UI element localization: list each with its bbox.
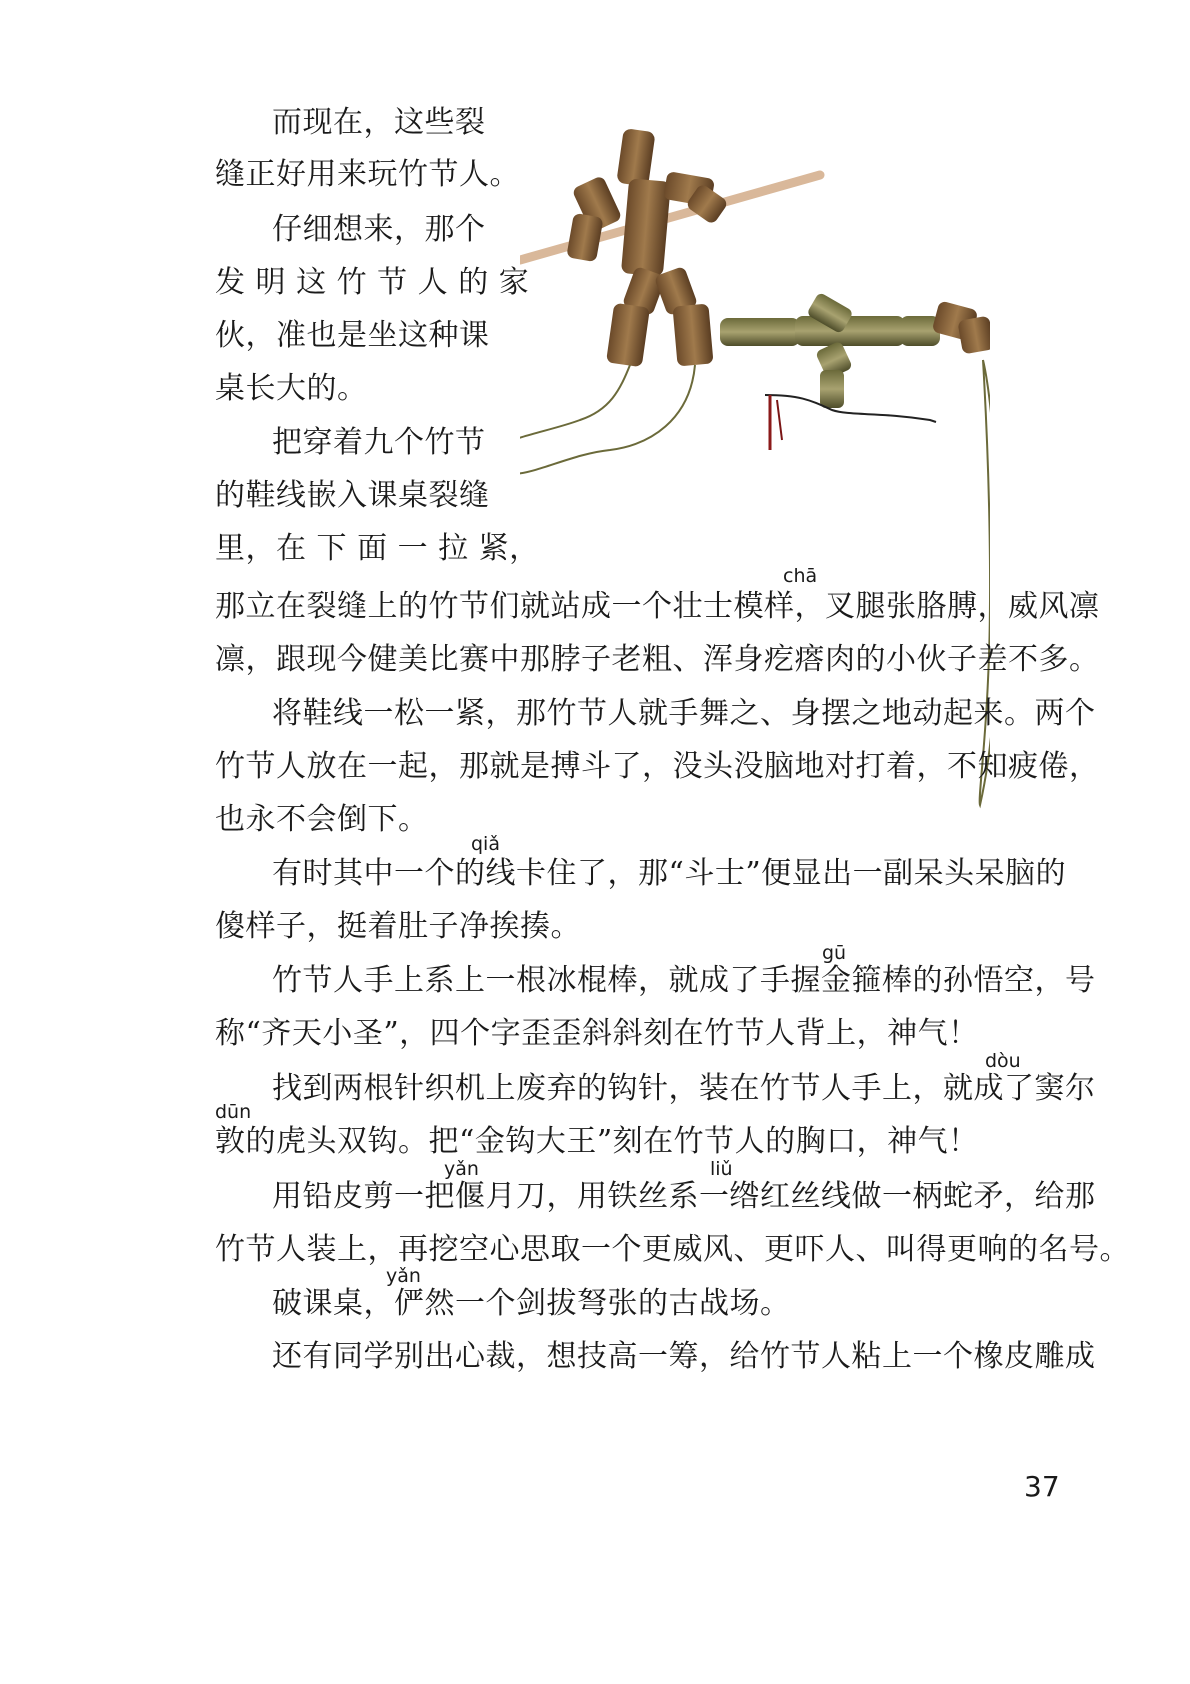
text-line: 而现在，这些裂 xyxy=(272,105,486,140)
text-line: 傻样子，挺着肚子净挨揍。 xyxy=(215,909,581,944)
pinyin-annotation: liǔ xyxy=(710,1158,733,1180)
text-line: 破课桌，俨然一个剑拔弩张的古战场。 xyxy=(272,1286,791,1321)
text-line: 里，在 下 面 一 拉 紧， xyxy=(215,531,540,566)
text-line: 竹节人装上，再挖空心思取一个更威风、更吓人、叫得更响的名号。 xyxy=(215,1232,1130,1267)
text-line: 有时其中一个的线卡住了，那“斗士”便显出一副呆头呆脑的 xyxy=(272,856,1067,891)
page-number: 37 xyxy=(1024,1470,1060,1503)
text-line: 称“齐天小圣”，四个字歪歪斜斜刻在竹节人背上，神气！ xyxy=(215,1016,979,1051)
text-line: 那立在裂缝上的竹节们就站成一个壮士模样，叉腿张胳膊，威风凛 xyxy=(215,589,1100,624)
pinyin-annotation: chā xyxy=(783,565,818,587)
text-line: 用铅皮剪一把偃月刀，用铁丝系一绺红丝线做一柄蛇矛，给那 xyxy=(272,1179,1096,1214)
pinyin-annotation: dūn xyxy=(215,1101,252,1123)
pinyin-annotation: qiǎ xyxy=(471,833,500,855)
text-line: 竹节人放在一起，那就是搏斗了，没头没脑地对打着，不知疲倦， xyxy=(215,749,1100,784)
pinyin-annotation: yǎn xyxy=(444,1158,479,1180)
text-line: 把穿着九个竹节 xyxy=(272,425,486,460)
text-line: 竹节人手上系上一根冰棍棒，就成了手握金箍棒的孙悟空，号 xyxy=(272,963,1096,998)
text-line: 伙，准也是坐这种课 xyxy=(215,318,490,353)
text-line: 桌长大的。 xyxy=(215,371,368,406)
pinyin-annotation: dòu xyxy=(985,1050,1021,1072)
text-line: 还有同学别出心裁，想技高一筹，给竹节人粘上一个橡皮雕成 xyxy=(272,1339,1096,1374)
pinyin-annotation: gū xyxy=(822,942,847,964)
pinyin-annotation: yǎn xyxy=(386,1265,421,1287)
text-line: 发 明 这 竹 节 人 的 家 xyxy=(215,265,530,300)
text-line: 也永不会倒下。 xyxy=(215,802,429,837)
text-line: 凛，跟现今健美比赛中那脖子老粗、浑身疙瘩肉的小伙子差不多。 xyxy=(215,642,1100,677)
text-line: 缝正好用来玩竹节人。 xyxy=(215,157,520,192)
text-line: 的鞋线嵌入课桌裂缝 xyxy=(215,478,490,513)
text-line: 仔细想来，那个 xyxy=(272,212,486,247)
text-line: 敦的虎头双钩。把“金钩大王”刻在竹节人的胸口，神气！ xyxy=(215,1124,979,1159)
text-line: 将鞋线一松一紧，那竹节人就手舞之、身摆之地动起来。两个 xyxy=(272,696,1096,731)
text-line: 找到两根针织机上废弃的钩针，装在竹节人手上，就成了窦尔 xyxy=(272,1071,1096,1106)
